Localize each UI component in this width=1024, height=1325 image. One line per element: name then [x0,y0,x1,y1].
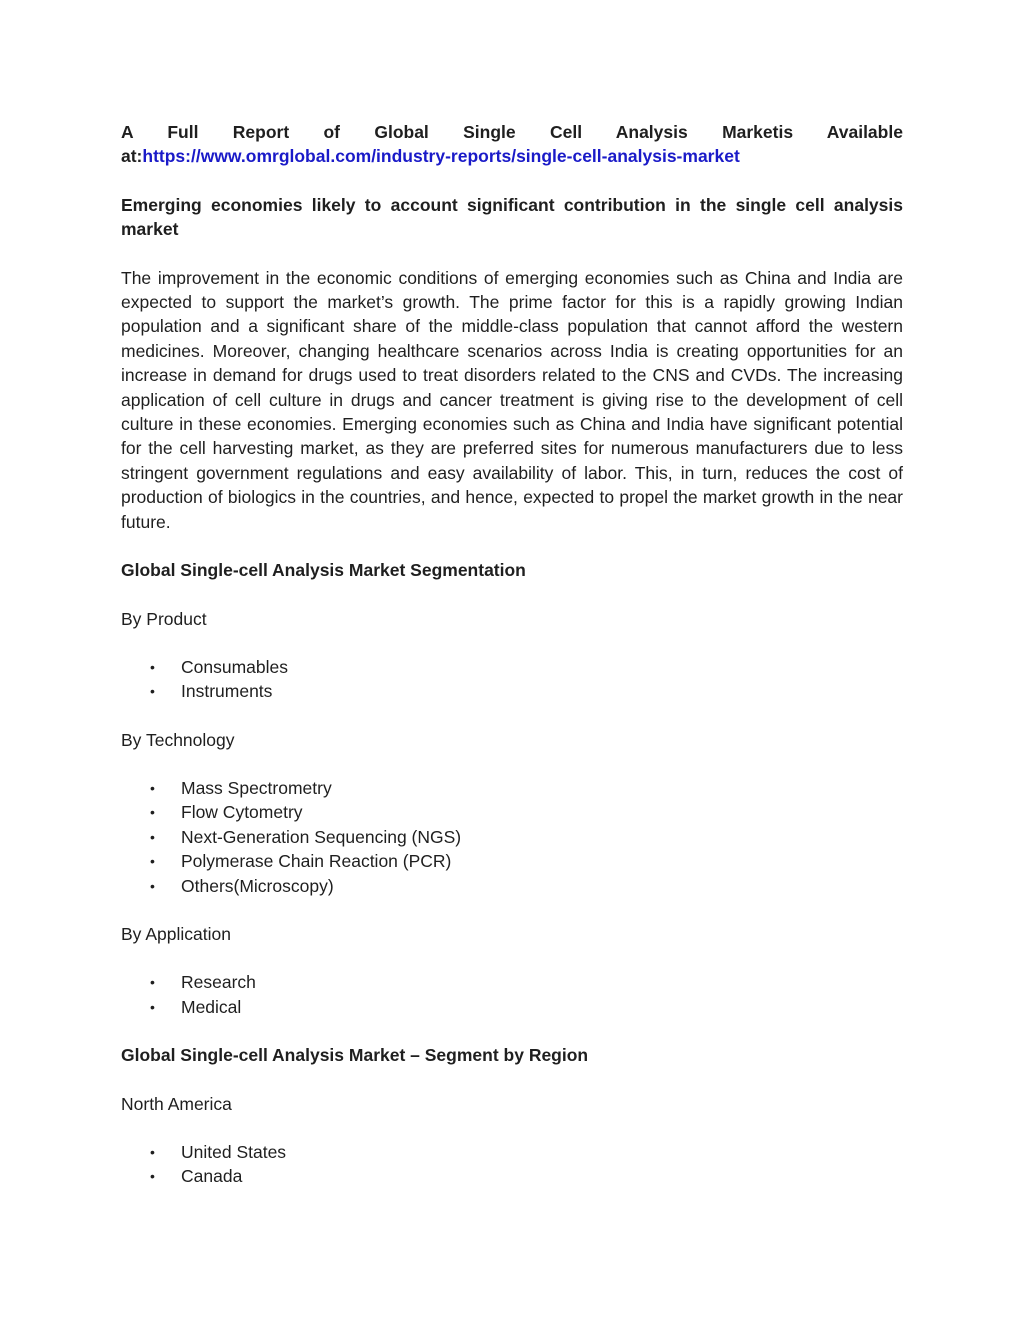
list-item-text: Instruments [181,681,273,702]
list-item [121,995,903,1019]
headline-word: Full [167,122,199,142]
north-america-list [121,1140,903,1189]
headline-word: Cell [549,122,583,142]
list-item-text: Mass Spectrometry [181,778,332,799]
list-item [121,800,903,824]
headline-word: A [121,122,133,142]
by-product-label: By Product [121,608,207,629]
headline-word: Analysis [615,122,688,142]
list-item-text: Medical [181,996,242,1017]
list-item-text: United States [181,1142,287,1163]
by-technology-label: By Technology [121,729,235,750]
list-item [121,825,903,849]
headline-line1 [121,120,903,144]
list-item-text: Consumables [181,656,288,677]
list-item-text: Research [181,972,256,993]
by-technology-list [121,776,903,898]
bullet-icon: • [150,877,155,894]
list-item-text: Next-Generation Sequencing (NGS) [181,826,462,847]
bullet-icon: • [150,998,155,1015]
by-product-list [121,655,903,704]
north-america-label: North America [121,1093,232,1114]
headline-word: Available [826,122,903,142]
list-item-text: Canada [181,1166,243,1187]
list-item-text: Polymerase Chain Reaction (PCR) [181,851,452,872]
headline-word: Global [374,122,429,142]
list-item-text: Others(Microscopy) [181,875,334,896]
list-item [121,1140,903,1164]
bullet-icon: • [150,1168,155,1185]
list-item-text: Flow Cytometry [181,802,303,823]
bullet-icon: • [150,974,155,991]
list-item [121,776,903,800]
body-paragraph: The improvement in the economic conditions of emerging economies such as China and India are expected to support the market’s growth. The prime factor for this is a rapidly growing Indian population and a significant share of the middle-class population that cannot afford the western medicines. Moreover, changing healthcare scenarios across India is creating opportunities for an increase in demand for drugs used to treat disorders related to the CNS and CVDs. The increasing application of cell culture in drugs and cancer treatment is giving rise to the development of cell culture in these economies. Emerging economies such as China and India have significant potential for the cell harvesting market, as they are preferred sites for numerous manufacturers due to less stringent government regulations and easy availability of labor. This, in turn, reduces the cost of production of biologics in the countries, and hence, expected to propel the market growth in the near future. [121,267,903,532]
document-page [121,120,903,1213]
headline-prefix: at: [121,146,143,167]
by-application-list [121,970,903,1019]
by-application-label: By Application [121,924,231,945]
bullet-icon: • [150,780,155,797]
list-item [121,1164,903,1188]
segmentation-title: Global Single-cell Analysis Market Segmentation [121,560,526,581]
headline-word: Report [232,122,290,142]
bullet-icon: • [150,658,155,675]
headline-word: Marketis [722,122,794,142]
region-title: Global Single-cell Analysis Market – Segment by Region [121,1045,589,1066]
bullet-icon: • [150,683,155,700]
subheading: Emerging economies likely to account significant contribution in the single cell analysis market [121,194,903,240]
bullet-icon: • [150,804,155,821]
headline-word: of [323,122,341,142]
list-item [121,849,903,873]
bullet-icon: • [150,828,155,845]
list-item [121,679,903,703]
list-item [121,970,903,994]
headline-line2 [121,144,903,168]
bullet-icon: • [150,1144,155,1161]
list-item [121,655,903,679]
bullet-icon: • [150,853,155,870]
list-item [121,874,903,898]
headline-word: Single [463,122,516,142]
report-link[interactable]: https://www.omrglobal.com/industry-reports/single-cell-analysis-market [142,146,740,167]
